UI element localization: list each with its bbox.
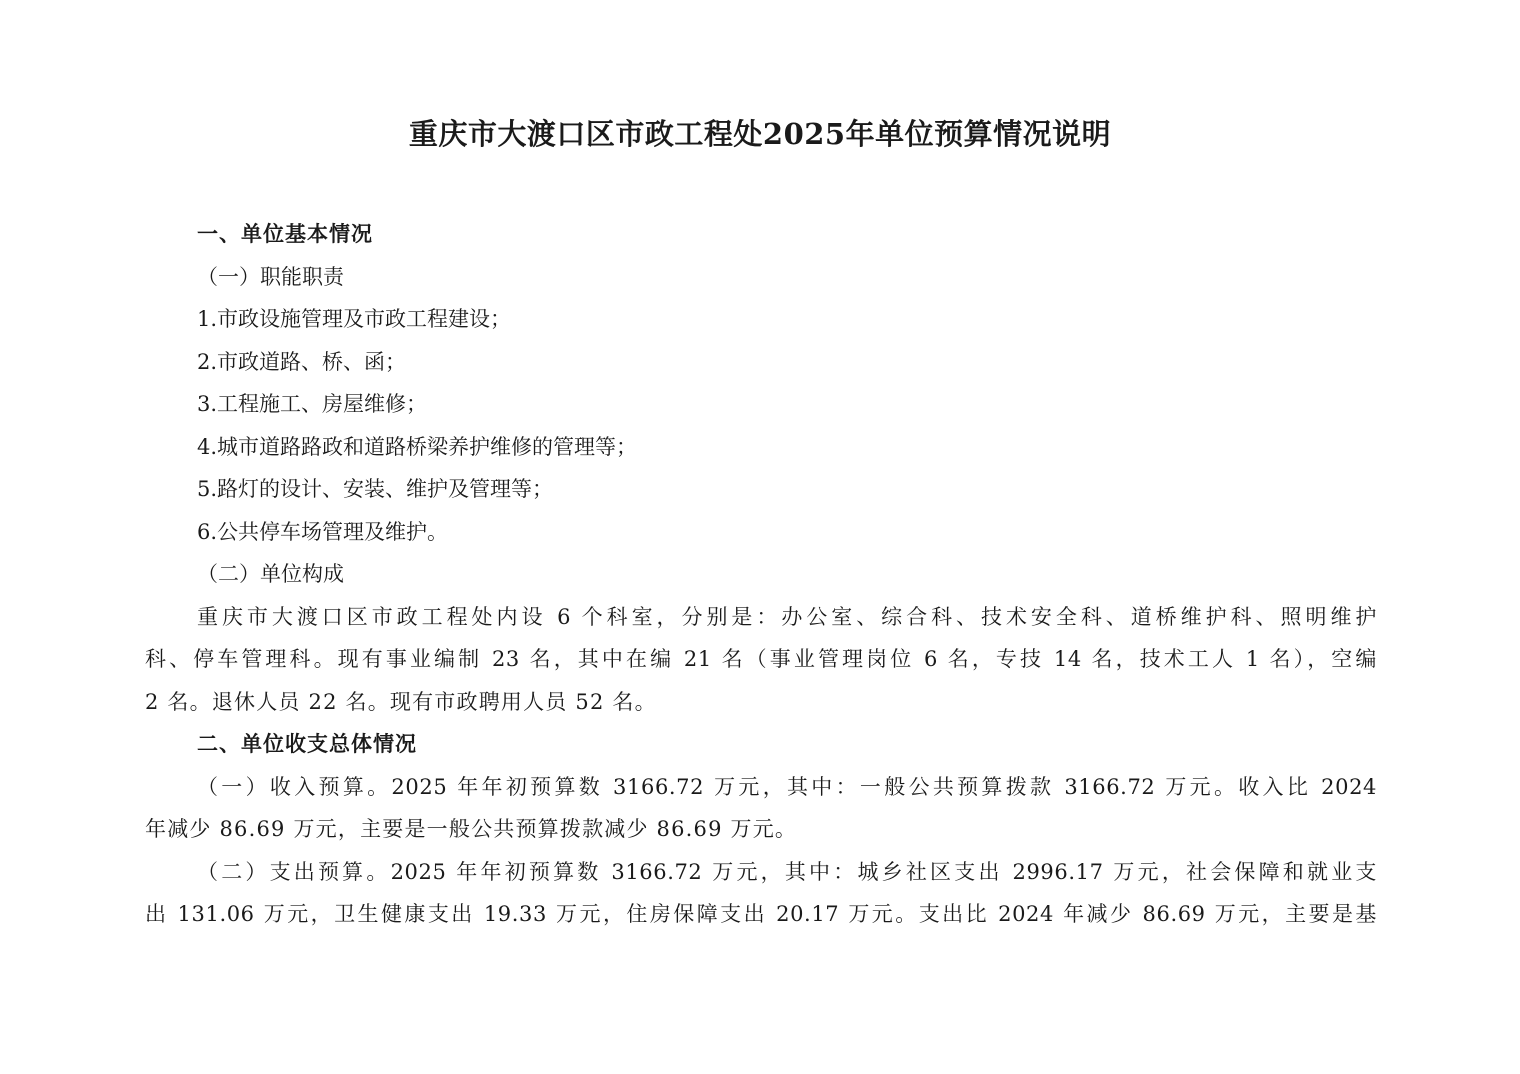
function-item-5: 5.路灯的设计、安装、维护及管理等； [197, 477, 554, 501]
income-paragraph-line-2: 年减少 86.69 万元，主要是一般公共预算拨款减少 86.69 万元。 [145, 817, 798, 841]
function-item-1: 1.市政设施管理及市政工程建设； [197, 307, 512, 331]
expenditure-paragraph-line-2: 出 131.06 万元，卫生健康支出 19.33 万元，住房保障支出 20.17 万元。支出比 2024 年减少 86.69 万元，主要是基 [145, 902, 1377, 926]
function-item-4: 4.城市道路路政和道路桥梁养护维修的管理等； [197, 434, 638, 459]
subsection-functions: （一）职能职责 [197, 264, 344, 289]
income-paragraph-line-1: （一）收入预算。2025 年年初预算数 3166.72 万元，其中：一般公共预算拨款 3166.72 万元。收入比 2024 [197, 774, 1377, 799]
section-heading-basic-info: 一、单位基本情况 [197, 221, 373, 246]
document-body [145, 213, 1377, 936]
expenditure-paragraph-line-1: （二）支出预算。2025 年年初预算数 3166.72 万元，其中：城乡社区支出 2996.17 万元，社会保障和就业支 [197, 859, 1377, 884]
composition-paragraph-line-1: 重庆市大渡口区市政工程处内设 6 个科室，分别是：办公室、综合科、技术安全科、道桥维护科、照明维护 [197, 604, 1377, 629]
function-item-3: 3.工程施工、房屋维修； [197, 392, 428, 416]
composition-paragraph-line-3: 2 名。退休人员 22 名。现有市政聘用人员 52 名。 [145, 689, 657, 714]
document-title: 重庆市大渡口区市政工程处2025年单位预算情况说明 [408, 117, 1112, 151]
subsection-composition: （二）单位构成 [197, 562, 344, 586]
function-item-2: 2.市政道路、桥、函； [197, 349, 407, 374]
function-item-6: 6.公共停车场管理及维护。 [197, 519, 449, 544]
section-heading-budget-overview: 二、单位收支总体情况 [197, 731, 417, 756]
composition-paragraph-line-2: 科、停车管理科。现有事业编制 23 名，其中在编 21 名（事业管理岗位 6 名，专技 14 名，技术工人 1 名），空编 [145, 647, 1377, 671]
